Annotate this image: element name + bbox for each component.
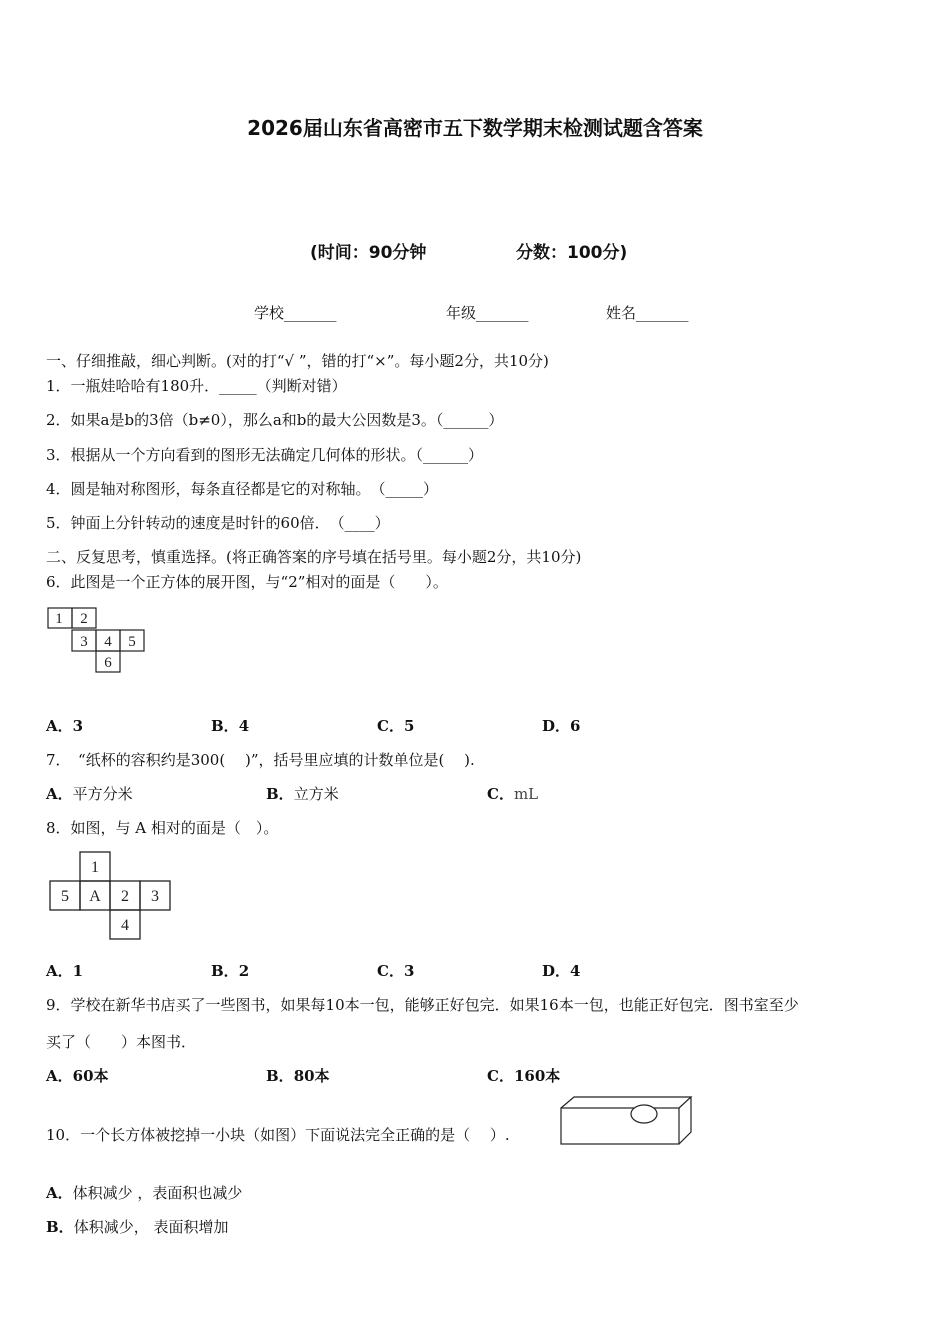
section2-heading: 二、反复思考，慎重选择。(将正确答案的序号填在括号里。每小题2分，共10分): [46, 548, 582, 566]
net-face: 3: [151, 888, 159, 905]
question-6: 6．此图是一个正方体的展开图，与“2”相对的面是（ ）。: [46, 573, 448, 591]
q7-option-a[interactable]: A．平方分米: [46, 785, 133, 803]
question-4: 4．圆是轴对称图形，每条直径都是它的对称轴。 （_____）: [46, 480, 439, 498]
document-title: 2026届山东省高密市五下数学期末检测试题含答案: [247, 116, 703, 140]
question-9-line2: 买了（ ）本图书．: [46, 1033, 197, 1051]
net-face: 6: [104, 655, 112, 671]
q6-option-b[interactable]: B．4: [211, 717, 250, 735]
q7-option-c[interactable]: C．mL: [487, 785, 539, 803]
question-10: 10．一个长方体被挖掉一小块（如图）下面说法完全正确的是（ ）.: [46, 1126, 510, 1144]
q10-cuboid-figure: [558, 1094, 696, 1148]
question-1: 1．一瓶娃哈哈有180升．_____（判断对错）: [46, 377, 347, 395]
question-5: 5．钟面上分针转动的速度是时针的60倍． （____）: [46, 514, 390, 532]
question-9-line1: 9．学校在新华书店买了一些图书，如果每10本一包，能够正好包完．如果16本一包，也能正好包完．图书室至少: [46, 996, 799, 1014]
question-3: 3．根据从一个方向看到的图形无法确定几何体的形状。（______）: [46, 446, 484, 464]
school-field[interactable]: 学校_______: [254, 304, 337, 322]
section1-heading: 一、仔细推敲，细心判断。(对的打“√ ”，错的打“×”。每小题2分，共10分): [46, 352, 549, 370]
question-2: 2．如果a是b的3倍（b≠0），那么a和b的最大公因数是3。（______）: [46, 411, 504, 429]
q6-cube-net-figure: [46, 606, 150, 676]
q10-option-b[interactable]: B．体积减少， 表面积增加: [46, 1218, 229, 1236]
net-face: 5: [61, 888, 69, 905]
net-face: 5: [128, 634, 136, 650]
q7-option-b[interactable]: B．立方米: [266, 785, 339, 803]
net-face: 1: [55, 611, 63, 627]
q6-option-d[interactable]: D．6: [542, 717, 581, 735]
net-face: 2: [80, 611, 88, 627]
exam-score: 分数：100分): [516, 243, 628, 263]
name-field[interactable]: 姓名_______: [606, 304, 689, 322]
q8-option-c[interactable]: C．3: [377, 962, 415, 980]
q9-option-b[interactable]: B．80本: [266, 1067, 330, 1085]
q8-option-d[interactable]: D．4: [542, 962, 581, 980]
q9-option-c[interactable]: C．160本: [487, 1067, 561, 1085]
net-face: 3: [80, 634, 88, 650]
q6-option-c[interactable]: C．5: [377, 717, 415, 735]
q8-option-a[interactable]: A．1: [46, 962, 84, 980]
grade-field[interactable]: 年级_______: [446, 304, 529, 322]
net-face: 4: [121, 917, 129, 934]
question-8: 8．如图，与 A 相对的面是（ ）。: [46, 819, 279, 837]
net-face: A: [89, 888, 101, 905]
q9-option-a[interactable]: A．60本: [46, 1067, 109, 1085]
q6-option-a[interactable]: A．3: [46, 717, 84, 735]
net-face: 4: [104, 634, 112, 650]
question-7: 7． “纸杯的容积约是300( )”，括号里应填的计数单位是( ).: [46, 751, 475, 769]
net-face: 1: [91, 859, 99, 876]
q8-option-b[interactable]: B．2: [211, 962, 250, 980]
net-face: 2: [121, 888, 129, 905]
exam-time: (时间：90分钟: [310, 243, 427, 263]
q10-option-a[interactable]: A．体积减少 ，表面积也减少: [46, 1184, 243, 1202]
q8-cube-net-figure: [48, 850, 174, 944]
